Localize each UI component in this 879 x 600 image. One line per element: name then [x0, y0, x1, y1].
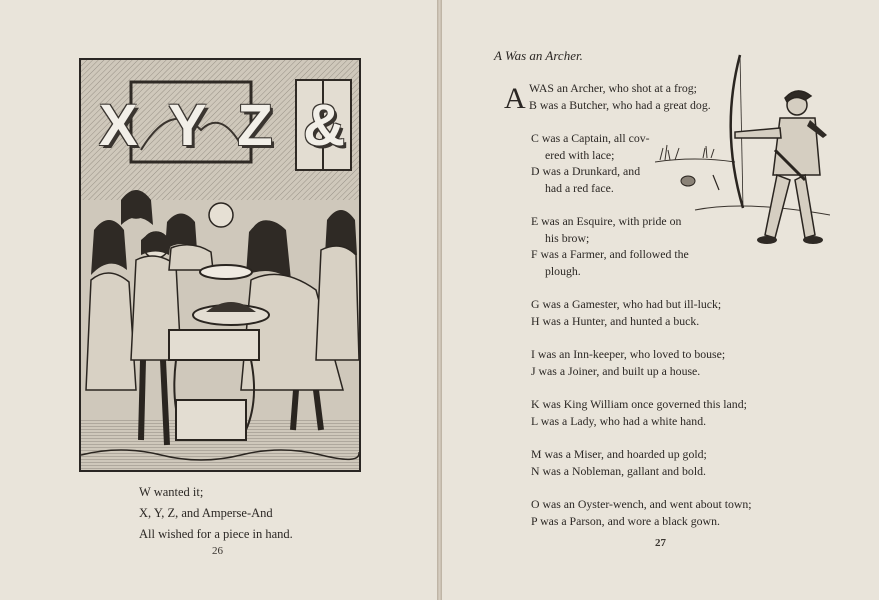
xyz-ampersand-letters: [99, 92, 349, 159]
verse-line: plough.: [545, 263, 581, 278]
section-title: A Was an Archer.: [494, 48, 583, 63]
left-page: [0, 0, 437, 600]
archer-illustration: [655, 50, 830, 260]
verse-line: WAS an Archer, who shot at a frog;: [529, 81, 697, 95]
verse-line: C was a Captain, all cov-: [531, 131, 650, 145]
verse-line: K was King William once governed this land;: [531, 397, 747, 411]
verse-line: D was a Drunkard, and: [531, 164, 641, 178]
stanza: [531, 446, 791, 479]
verse-line: F was a Farmer, and followed the: [531, 247, 689, 261]
verse-line: ered with lace;: [545, 147, 615, 162]
stanza: [531, 346, 791, 379]
verse-line: O was an Oyster-wench, and went about town;: [531, 497, 752, 511]
left-verse: [139, 482, 399, 545]
verse-line: B was a Butcher, who had a great dog.: [529, 97, 711, 112]
xyz-illustration: [79, 58, 361, 472]
verse-line: L was a Lady, who had a white hand.: [531, 413, 707, 428]
letter-y: Y: [168, 93, 211, 158]
verse-line: had a red face.: [545, 180, 614, 195]
verse-line: N was a Nobleman, gallant and bold.: [531, 463, 706, 478]
stanza: [531, 496, 791, 529]
page-number-left: 26: [212, 545, 223, 557]
verse-line: G was a Gamester, who had but ill-luck;: [531, 297, 722, 311]
letter-ampersand: &: [303, 93, 349, 158]
verse-line: P was a Parson, and wore a black gown.: [531, 513, 720, 528]
page-number-right: 27: [655, 537, 666, 549]
letter-x: X: [99, 93, 142, 158]
verse-line: J was a Joiner, and built up a house.: [531, 363, 701, 378]
letter-z: Z: [237, 93, 277, 158]
verse-line: X, Y, Z, and Amperse-And: [139, 506, 273, 520]
verse-line: H was a Hunter, and hunted a buck.: [531, 313, 700, 328]
stanza: [531, 396, 791, 429]
drop-cap: A: [504, 82, 526, 115]
verse-line: E was an Esquire, with pride on: [531, 214, 682, 228]
verse-line: I was an Inn-keeper, who loved to bouse;: [531, 347, 726, 361]
verse-line: his brow;: [545, 230, 590, 245]
stanza: [531, 296, 791, 329]
verse-line: W wanted it;: [139, 485, 204, 499]
verse-line: All wished for a piece in hand.: [139, 527, 293, 541]
verse-line: M was a Miser, and hoarded up gold;: [531, 447, 707, 461]
